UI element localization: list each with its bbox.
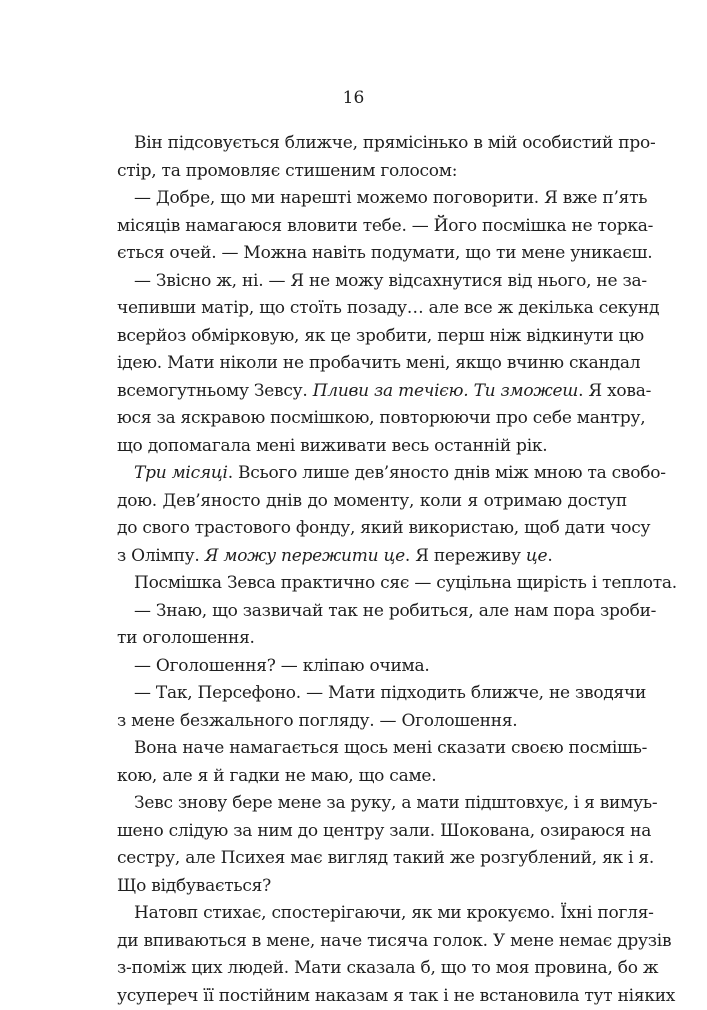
text-segment: ідею. Мати ніколи не пробачить мені, якщо вчиню скандал <box>117 353 640 373</box>
text-line <box>117 240 627 268</box>
text-line <box>117 158 627 186</box>
text-line <box>117 185 627 213</box>
text-line <box>117 735 627 763</box>
text-segment: з-поміж цих людей. Мати сказала б, що то моя провина, бо ж <box>117 958 658 978</box>
text-line <box>117 790 627 818</box>
text-line <box>117 460 627 488</box>
page-number: 16 <box>0 88 707 108</box>
text-segment: Він підсовується ближче, прямісінько в мій особистий про- <box>134 133 655 153</box>
text-segment: . Всього лише дев’яносто днів між мною та свобо- <box>228 463 666 483</box>
text-segment: ти оголошення. <box>117 628 255 648</box>
text-segment: — Так, Персефоно. — Мати підходить ближче, не зводячи <box>134 683 646 703</box>
text-line <box>117 845 627 873</box>
text-segment: сестру, але Психея має вигляд такий же розгублений, як і я. <box>117 848 654 868</box>
text-segment: чепивши матір, що стоїть позаду… але все ж декілька секунд <box>117 298 659 318</box>
text-line <box>117 625 627 653</box>
text-segment: . Я хова- <box>578 381 651 401</box>
text-segment: кою, але я й гадки не маю, що саме. <box>117 766 436 786</box>
body-text <box>117 130 627 1010</box>
text-line <box>117 295 627 323</box>
text-segment: з мене безжального погляду. — Оголошення. <box>117 711 517 731</box>
text-segment: — Звісно ж, ні. — Я не можу відсахнутися від нього, не за- <box>134 271 647 291</box>
text-line <box>117 515 627 543</box>
text-segment: — Знаю, що зазвичай так не робиться, але нам пора зроби- <box>134 601 656 621</box>
text-line <box>117 378 627 406</box>
text-segment: усупереч її постійним наказам я так і не встановила тут ніяких <box>117 986 675 1006</box>
text-line <box>117 928 627 956</box>
text-line <box>117 873 627 901</box>
text-line <box>117 130 627 158</box>
text-line <box>117 268 627 296</box>
text-line <box>117 543 627 571</box>
text-segment: всерйоз обмірковую, як це зробити, перш ніж відкинути цю <box>117 326 644 346</box>
text-segment: ди впиваються в мене, наче тисяча голок. У мене немає друзів <box>117 931 671 951</box>
italic-text: Три місяці <box>134 463 228 483</box>
text-line <box>117 983 627 1010</box>
text-segment: всемогутньому Зевсу. <box>117 381 313 401</box>
text-line <box>117 680 627 708</box>
text-segment: шено слідую за ним до центру зали. Шокована, озираюся на <box>117 821 651 841</box>
text-line <box>117 433 627 461</box>
text-line <box>117 763 627 791</box>
text-segment: Натовп стихає, спостерігаючи, як ми крокуємо. Їхні погля- <box>134 903 654 923</box>
text-line <box>117 900 627 928</box>
text-line <box>117 323 627 351</box>
text-line <box>117 570 627 598</box>
text-line <box>117 488 627 516</box>
text-segment: — Оголошення? — кліпаю очима. <box>134 656 430 676</box>
text-line <box>117 598 627 626</box>
italic-text: Пливи за течією. Ти зможеш <box>313 381 578 401</box>
text-segment: — Добре, що ми нарешті можемо поговорити. Я вже п’ять <box>134 188 647 208</box>
text-segment: дою. Дев’яносто днів до моменту, коли я отримаю доступ <box>117 491 627 511</box>
text-segment: місяців намагаюся вловити тебе. — Його посмішка не торка- <box>117 216 653 236</box>
text-segment: ється очей. — Можна навіть подумати, що ти мене уникаєш. <box>117 243 652 263</box>
text-line <box>117 818 627 846</box>
italic-text: Я можу пережити це <box>205 546 405 566</box>
text-line <box>117 350 627 378</box>
text-line <box>117 405 627 433</box>
text-line <box>117 213 627 241</box>
text-segment: Вона наче намагається щось мені сказати своєю посмішь- <box>134 738 647 758</box>
text-segment: юся за яскравою посмішкою, повторюючи про себе мантру, <box>117 408 645 428</box>
text-segment: Що відбувається? <box>117 876 271 896</box>
text-line <box>117 955 627 983</box>
text-segment: що допомагала мені виживати весь останній рік. <box>117 436 547 456</box>
text-segment: стір, та промовляє стишеним голосом: <box>117 161 457 181</box>
text-segment: . <box>547 546 552 566</box>
text-line <box>117 708 627 736</box>
text-segment: з Олімпу. <box>117 546 205 566</box>
text-line <box>117 653 627 681</box>
text-segment: до свого трастового фонду, який використаю, щоб дати чосу <box>117 518 650 538</box>
text-segment: Зевс знову бере мене за руку, а мати підштовхує, і я вимуь- <box>134 793 657 813</box>
text-segment: Посмішка Зевса практично сяє — суцільна щирість і теплота. <box>134 573 677 593</box>
italic-text: це <box>526 546 547 566</box>
text-segment: . Я переживу <box>405 546 526 566</box>
